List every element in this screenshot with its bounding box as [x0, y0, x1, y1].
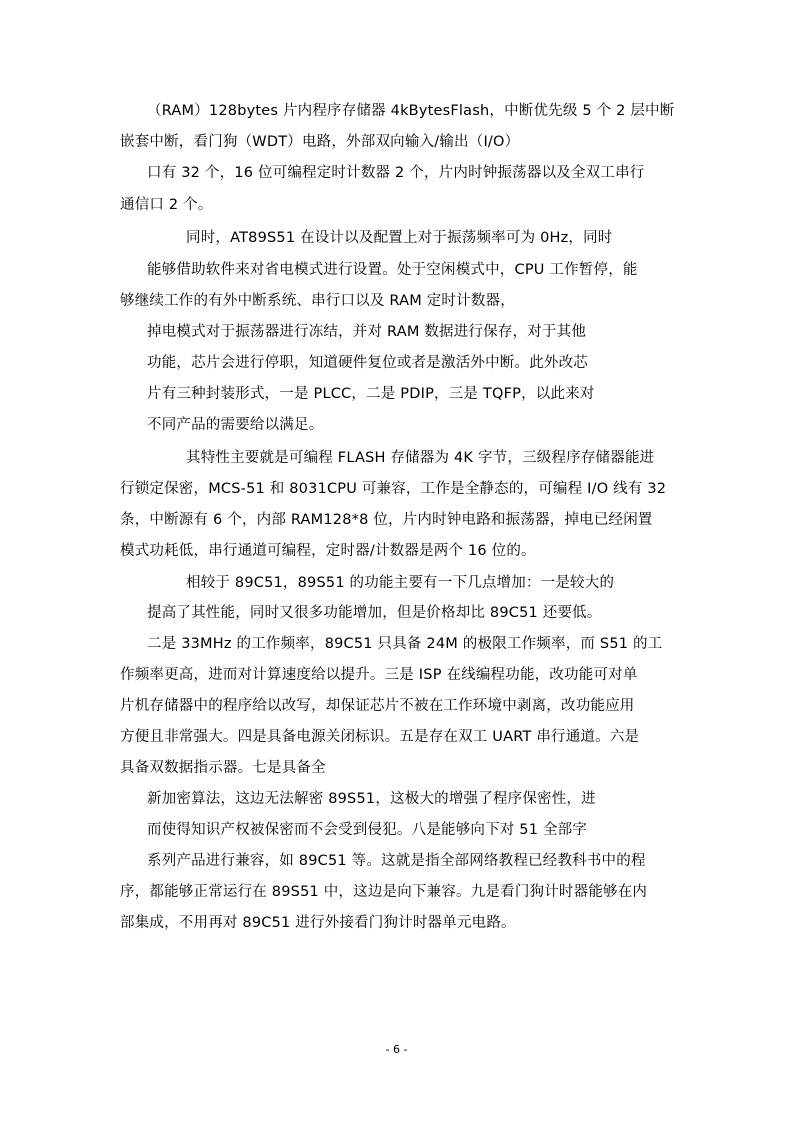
text-line-23: 新加密算法，这边无法解密 89S51，这极大的增强了程序保密性，进: [147, 791, 596, 807]
text-line-4: 通信口 2 个。: [120, 197, 213, 213]
text-line-21: 方便且非常强大。四是具备电源关闭标识。五是存在双工 UART 串行通道。六是: [120, 729, 640, 745]
text-line-3: 口有 32 个，16 位可编程定时计数器 2 个，片内时钟振荡器以及全双工串行: [147, 165, 645, 181]
text-line-14: 条，中断源有 6 个，内部 RAM128*8 位，片内时钟电路和振荡器，掉电已经闲置: [120, 512, 653, 528]
text-line-20: 片机存储器中的程序给以改写，却保证芯片不被在工作环境中剥离，改功能应用: [120, 698, 635, 714]
text-line-25: 系列产品进行兼容，如 89C51 等。这就是指全部网络教程已经教科书中的程: [147, 853, 646, 869]
text-line-26: 序，都能够正常运行在 89S51 中，这边是向下兼容。九是看门狗计时器能够在内: [120, 884, 648, 900]
text-line-15: 模式功耗低，串行通道可编程，定时器/计数器是两个 16 位的。: [120, 543, 536, 559]
text-line-8: 掉电模式对于振荡器进行冻结，并对 RAM 数据进行保存，对于其他: [147, 324, 587, 340]
text-line-24: 而使得知识产权被保密而不会受到侵犯。八是能够向下对 51 全部字: [147, 822, 588, 838]
text-line-1: （RAM）128bytes 片内程序存储器 4kBytesFlash，中断优先级 5 个 2 层中断: [147, 103, 675, 119]
text-line-6: 能够借助软件来对省电模式进行设置。处于空闲模式中，CPU 工作暂停，能: [147, 262, 638, 278]
text-line-16: 相较于 89C51，89S51 的功能主要有一下几点增加：一是较大的: [186, 575, 615, 591]
text-line-11: 不同产品的需要给以满足。: [147, 417, 324, 433]
text-line-7: 够继续工作的有外中断系统、串行口以及 RAM 定时计数器，: [120, 293, 515, 309]
text-line-12: 其特性主要就是可编程 FLASH 存储器为 4K 字节，三级程序存储器能进: [186, 450, 655, 466]
text-line-5: 同时，AT89S51 在设计以及配置上对于振荡频率可为 0Hz，同时: [186, 230, 613, 246]
text-line-10: 片有三种封装形式，一是 PLCC，二是 PDIP，三是 TQFP，以此来对: [147, 386, 595, 402]
text-line-17: 提高了其性能，同时又很多功能增加，但是价格却比 89C51 还要低。: [147, 605, 602, 621]
text-line-27: 部集成，不用再对 89C51 进行外接看门狗计时器单元电路。: [120, 915, 516, 931]
text-line-19: 作频率更高，进而对计算速度给以提升。三是 ISP 在线编程功能，改功能可对单: [120, 667, 638, 683]
text-line-2: 嵌套中断，看门狗（WDT）电路，外部双向输入/输出（I/O）: [120, 134, 520, 150]
text-line-22: 具备双数据指示器。七是具备全: [120, 760, 326, 776]
page-number: - 6 -: [385, 1043, 408, 1056]
text-line-18: 二是 33MHz 的工作频率，89C51 只具备 24M 的极限工作频率，而 S51 的工: [147, 636, 663, 652]
text-line-9: 功能，芯片会进行停职，知道硬件复位或者是激活外中断。此外改芯: [147, 355, 588, 371]
text-line-13: 行锁定保密，MCS-51 和 8031CPU 可兼容，工作是全静态的，可编程 I/O 线有 32: [120, 481, 667, 497]
